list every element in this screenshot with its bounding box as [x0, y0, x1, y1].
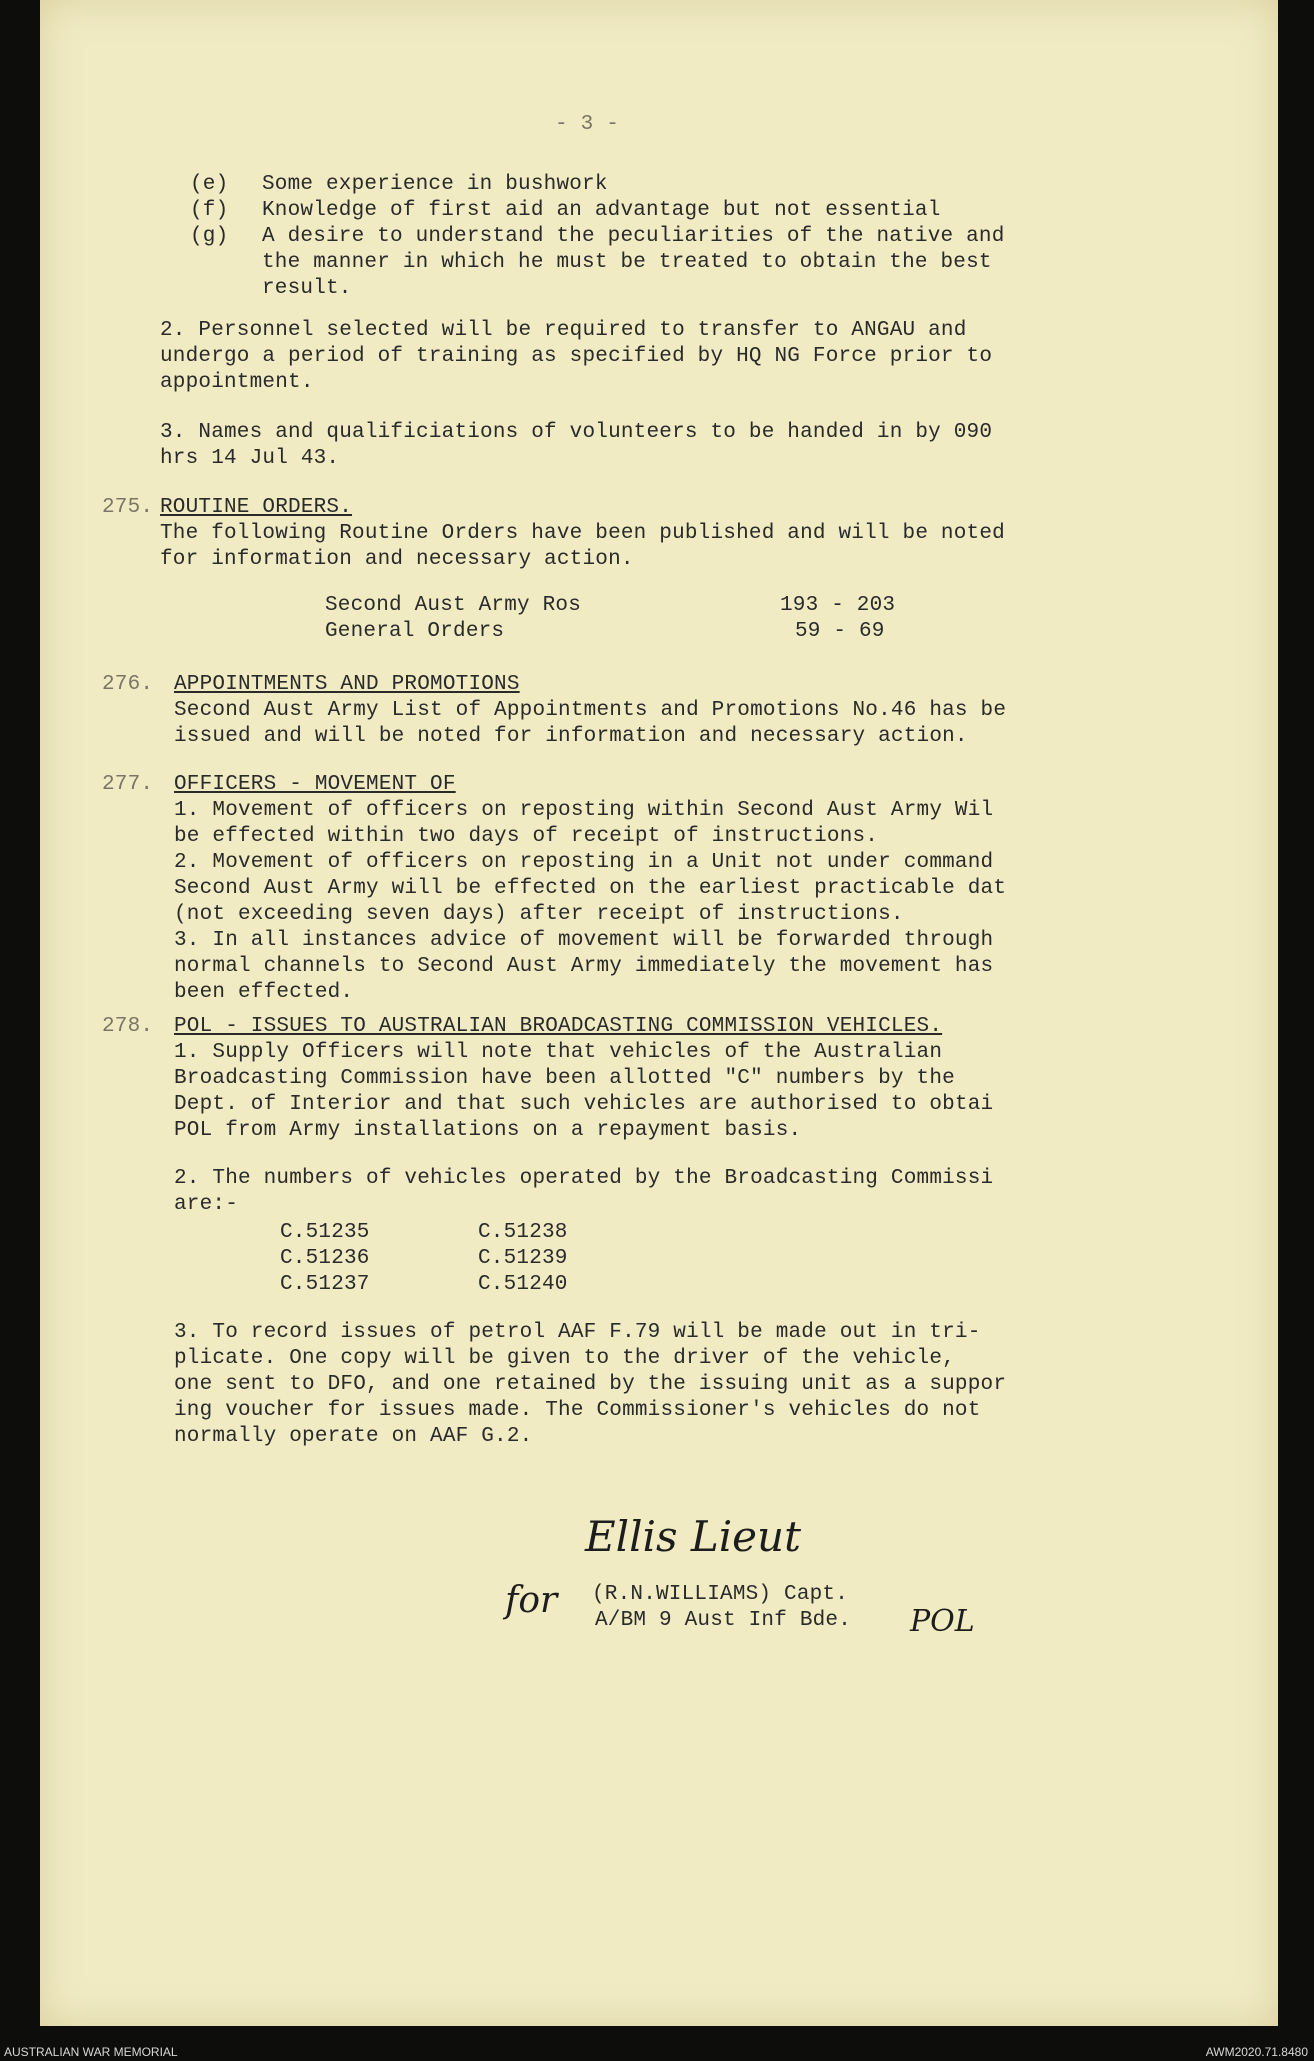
paragraph-line: 2. The numbers of vehicles operated by the Broadcasting Commissi: [174, 1167, 994, 1190]
paragraph-line: normal channels to Second Aust Army immediately the movement has: [174, 955, 994, 978]
vehicle-number: C.51237: [280, 1273, 370, 1296]
section-heading: POL - ISSUES TO AUSTRALIAN BROADCASTING COMMISSION VEHICLES.: [174, 1015, 943, 1038]
signatory-name: (R.N.WILLIAMS) Capt.: [592, 1583, 849, 1606]
section-heading: APPOINTMENTS AND PROMOTIONS: [174, 673, 520, 696]
page-number: - 3 -: [555, 113, 620, 136]
item-label: (g): [190, 225, 229, 248]
item-text: Some experience in bushwork: [262, 173, 608, 196]
paragraph-line: The following Routine Orders have been published and will be noted: [160, 522, 1005, 545]
section-number: 276.: [102, 673, 154, 696]
paragraph-line: are:-: [174, 1193, 239, 1216]
order-range: 193 - 203: [780, 594, 896, 617]
section-heading: ROUTINE ORDERS.: [160, 496, 353, 519]
vehicle-number: C.51240: [478, 1273, 568, 1296]
section-number: 277.: [102, 773, 154, 796]
paragraph-line: Second Aust Army will be effected on the earliest practicable dat: [174, 877, 1007, 900]
order-name: Second Aust Army Ros: [325, 594, 582, 617]
margin-mark: POL: [910, 1604, 975, 1639]
item-label: (f): [190, 199, 229, 222]
paragraph-line: normally operate on AAF G.2.: [174, 1425, 533, 1448]
paragraph-line: for information and necessary action.: [160, 548, 634, 571]
paragraph-line: issued and will be noted for information and necessary action.: [174, 725, 968, 748]
paragraph-line: undergo a period of training as specified by HQ NG Force prior to: [160, 345, 993, 368]
section-number: 275.: [102, 496, 154, 519]
paragraph-line: 3. Names and qualificiations of volunteers to be handed in by 090: [160, 421, 993, 444]
footer-bar: [0, 2037, 1314, 2061]
paragraph-line: 2. Personnel selected will be required to transfer to ANGAU and: [160, 319, 967, 342]
item-text: the manner in which he must be treated to obtain the best: [262, 251, 992, 274]
paragraph-line: be effected within two days of receipt of instructions.: [174, 825, 879, 848]
paragraph-line: ing voucher for issues made. The Commissioner's vehicles do not: [174, 1399, 981, 1422]
item-label: (e): [190, 173, 229, 196]
signatory-role: A/BM 9 Aust Inf Bde.: [595, 1609, 852, 1632]
vehicle-number: C.51235: [280, 1221, 370, 1244]
paragraph-line: POL from Army installations on a repayment basis.: [174, 1119, 802, 1142]
footer-left: AUSTRALIAN WAR MEMORIAL: [4, 2045, 178, 2059]
paragraph-line: hrs 14 Jul 43.: [160, 447, 340, 470]
item-text: A desire to understand the peculiarities of the native and: [262, 225, 1005, 248]
section-heading: OFFICERS - MOVEMENT OF: [174, 773, 456, 796]
paragraph-line: 1. Supply Officers will note that vehicles of the Australian: [174, 1041, 943, 1064]
paragraph-line: 3. In all instances advice of movement will be forwarded through: [174, 929, 994, 952]
item-text: Knowledge of first aid an advantage but not essential: [262, 199, 941, 222]
paragraph-line: been effected.: [174, 981, 354, 1004]
paragraph-line: one sent to DFO, and one retained by the issuing unit as a suppor: [174, 1373, 1007, 1396]
vehicle-number: C.51239: [478, 1247, 568, 1270]
paragraph-line: 1. Movement of officers on reposting within Second Aust Army Wil: [174, 799, 994, 822]
order-name: General Orders: [325, 620, 505, 643]
document-page: [40, 0, 1278, 2026]
paragraph-line: Second Aust Army List of Appointments and Promotions No.46 has be: [174, 699, 1007, 722]
paragraph-line: 2. Movement of officers on reposting in a Unit not under command: [174, 851, 994, 874]
paragraph-line: 3. To record issues of petrol AAF F.79 will be made out in tri-: [174, 1321, 981, 1344]
vehicle-number: C.51236: [280, 1247, 370, 1270]
paragraph-line: Broadcasting Commission have been allotted "C" numbers by the: [174, 1067, 955, 1090]
item-text: result.: [262, 277, 352, 300]
order-range: 59 - 69: [795, 620, 885, 643]
signature-for-prefix: for: [505, 1580, 558, 1621]
paragraph-line: (not exceeding seven days) after receipt of instructions.: [174, 903, 904, 926]
footer-right: AWM2020.71.8480: [1205, 2045, 1308, 2059]
vehicle-number: C.51238: [478, 1221, 568, 1244]
paragraph-line: Dept. of Interior and that such vehicles are authorised to obtai: [174, 1093, 994, 1116]
paragraph-line: plicate. One copy will be given to the driver of the vehicle,: [174, 1347, 955, 1370]
section-number: 278.: [102, 1015, 154, 1038]
handwritten-signature: Ellis Lieut: [585, 1512, 801, 1561]
paragraph-line: appointment.: [160, 371, 314, 394]
